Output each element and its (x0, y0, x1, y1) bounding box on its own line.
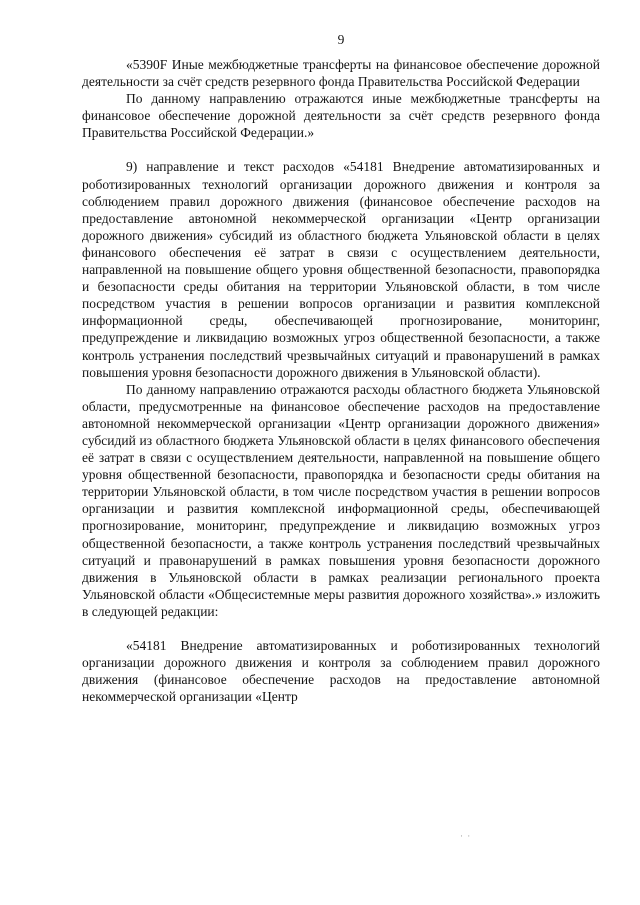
paragraph-item-9-description: По данному направлению отражаются расходы областного бюджета Ульяновской области, предусмотренные на финансовое обеспечение расходов на предоставление автономной некоммерческой организации «Центр организации дорожного движения» субсидий из областного бюджета Ульяновской области в целях финансового обеспечения её затрат в связи с осуществлением деятельности, направленной на повышение общего уровня общественной безопасности, правопорядка и безопасности среды обитания на территории Ульяновской области, в том числе посредством участия в решении вопросов организации и развития комплексной информационной среды, обеспечивающей прогнозирование, мониторинг, предупреждение и ликвидацию возможных угроз общественной безопасности, а также контроль устранения последствий чрезвычайных ситуаций и правонарушений в рамках повышения уровня безопасности дорожного движения в Ульяновской области в рамках реализации регионального проекта Ульяновской области «Общесистемные меры развития дорожного хозяйства».» изложить в следующей редакции: (82, 381, 600, 619)
paragraph-spacer (82, 620, 600, 637)
paragraph-5390f-title: «5390F Иные межбюджетные трансферты на финансовое обеспечение дорожной деятельности за счёт средств резервного фонда Правительства Российской Федерации (82, 57, 600, 90)
scan-artifact: · · (460, 831, 472, 841)
paragraph-5390f-description: По данному направлению отражаются иные межбюджетные трансферты на финансовое обеспечение дорожной деятельности за счёт средств резервного фонда Правительства Российской Федерации.» (82, 91, 600, 141)
page-number: 9 (337, 32, 345, 47)
paragraph-item-9: 9) направление и текст расходов «54181 Внедрение автоматизированных и роботизированных технологий организации дорожного движения и контроля за соблюдением правил дорожного движения (финансовое обеспечение расходов на предоставление автономной некоммерческой организации «Центр организации дорожного движения» субсидий из областного бюджета Ульяновской области в целях финансового обеспечения её затрат в связи с осуществлением деятельности, направленной на повышение общего уровня общественной безопасности, правопорядка и безопасности среды обитания на территории Ульяновской области, в том числе посредством участия в решении вопросов организации и развития комплексной информационной среды, обеспечивающей прогнозирование, мониторинг, предупреждение и ликвидацию возможных угроз общественной безопасности, а также контроль устранения последствий чрезвычайных ситуаций и правонарушений в рамках повышения уровня безопасности дорожного движения в Ульяновской области). (82, 159, 600, 380)
paragraph-spacer (82, 141, 600, 158)
paragraph-54181-new-wording: «54181 Внедрение автоматизированных и роботизированных технологий организации дорожного движения и контроля за соблюдением правил дорожного движения (финансовое обеспечение расходов на предоставление автономной некоммерческой организации «Центр (82, 638, 600, 705)
